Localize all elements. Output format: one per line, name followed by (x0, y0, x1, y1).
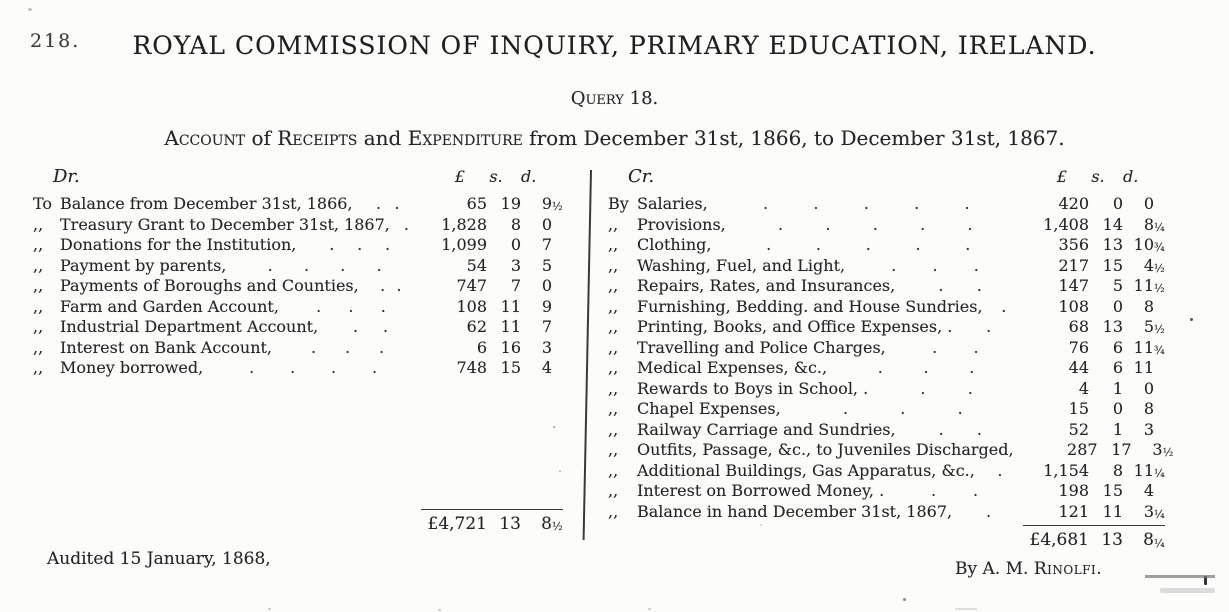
row-prefix: ,, (608, 337, 619, 357)
pounds-column-header: £ (1056, 167, 1067, 186)
scan-noise (553, 426, 555, 428)
ledger-row (33, 358, 563, 379)
dr-rows (33, 194, 563, 379)
row-label: Clothing, (637, 235, 712, 254)
pence-fraction: ¼ (1154, 536, 1165, 550)
shillings-column-header: s. (1091, 167, 1105, 186)
row-prefix: ,, (608, 440, 619, 459)
amount-pence: 5 ½ (1143, 317, 1165, 336)
amount-shillings: 19 (500, 194, 521, 213)
row-label: Additional Buildings, Gas Apparatus, &c., (637, 460, 975, 480)
dot-leader: . . (938, 419, 982, 439)
ledger-row (608, 399, 1165, 420)
amount-shillings: 7 (510, 276, 521, 295)
ledger-row (608, 297, 1165, 318)
amount-shillings: 11 (1102, 501, 1123, 521)
row-prefix: ,, (33, 276, 44, 295)
dot-leader: . . . (891, 255, 979, 275)
row-label: Treasury Grant to December 31st, 1867, (60, 214, 390, 234)
scan-noise (1160, 588, 1215, 593)
row-label: Outfits, Passage, &c., to Juveniles Discharged, (637, 440, 1014, 459)
amount-pounds: 747 (456, 276, 487, 295)
row-label: Payment by parents, (60, 255, 227, 275)
ledger-row (608, 481, 1165, 502)
ledger-row (608, 235, 1165, 256)
amount-shillings: 15 (1102, 255, 1123, 275)
pence-fraction (552, 344, 563, 350)
pounds-column-header: £ (454, 167, 465, 186)
pence-fraction: ½ (1154, 282, 1165, 295)
amount-shillings: 1 (1112, 378, 1123, 398)
subtitle-connector: and (357, 126, 408, 150)
row-label: Repairs, Rates, and Insurances, (637, 276, 896, 295)
dot-leader: . . (932, 337, 979, 357)
amount-pounds: 65 (466, 194, 487, 213)
row-label: Industrial Department Account, (60, 317, 319, 336)
column-divider-rule (583, 170, 592, 540)
amount-shillings: 0 (1112, 296, 1123, 316)
row-label: Interest on Borrowed Money, . (637, 481, 885, 500)
amount-shillings: 8 (510, 214, 521, 234)
ledger-row (608, 276, 1165, 297)
amount-shillings: 5 (1112, 276, 1123, 295)
total-pence: 8 ½ (541, 513, 563, 534)
amount-pounds: 76 (1068, 337, 1089, 357)
amount-pounds: 198 (1058, 481, 1089, 500)
row-prefix: ,, (33, 235, 44, 254)
amount-pounds: 420 (1058, 194, 1089, 213)
dot-leader: . . . . (249, 358, 378, 377)
total-shillings: 13 (499, 513, 521, 534)
cr-header-row (608, 166, 1165, 190)
amount-pence: 11 ½ (1133, 276, 1165, 295)
row-prefix: ,, (608, 296, 619, 316)
pence-fraction: ¾ (1154, 343, 1165, 357)
ledger-row (608, 461, 1165, 482)
amount-pounds: 147 (1058, 276, 1089, 295)
pence-fraction (552, 242, 563, 248)
row-prefix: ,, (608, 419, 619, 439)
amount-pounds: 1,154 (1043, 460, 1089, 480)
page-number: 218. (30, 30, 81, 52)
document-title: ROYAL COMMISSION OF INQUIRY, PRIMARY EDUCATION, IRELAND. (132, 31, 1097, 60)
amount-pounds: 62 (466, 317, 487, 336)
audited-note: Audited 15 January, 1868, (47, 549, 271, 569)
row-label: Travelling and Police Charges, (637, 337, 886, 357)
amount-pence: 3 (1123, 420, 1165, 439)
ledger-row (608, 379, 1165, 400)
amount-pence: 4 ½ (1143, 255, 1165, 275)
subtitle-word-receipts: Receipts (277, 126, 358, 150)
amount-pence: 3 ½ (1152, 440, 1174, 459)
row-label: Chapel Expenses, (637, 399, 781, 418)
ledger-row (608, 502, 1165, 523)
amount-pence: 3 (521, 338, 563, 357)
amount-shillings: 11 (500, 296, 521, 316)
subtitle-connector: of (245, 126, 278, 150)
amount-pounds: 356 (1058, 235, 1089, 254)
dot-leader: . . . . (267, 255, 382, 275)
dot-leader: . . . (310, 337, 385, 357)
dot-leader: . . . (316, 296, 386, 316)
row-prefix: ,, (608, 501, 619, 521)
account-subtitle (0, 126, 1229, 150)
dot-leader: . . (931, 481, 979, 500)
amount-pence: 5 (521, 256, 563, 275)
amount-pounds: 54 (466, 255, 487, 275)
amount-pounds: 217 (1058, 255, 1089, 275)
amount-shillings: 14 (1102, 214, 1123, 234)
cr-total-row (608, 526, 1165, 556)
amount-pence: 7 (521, 235, 563, 254)
pence-fraction: ½ (1154, 261, 1165, 275)
pence-fraction (1154, 488, 1165, 494)
amount-pence: 8 ¼ (1143, 214, 1165, 234)
ledger-row (608, 256, 1165, 277)
row-prefix: ,, (608, 481, 619, 500)
amount-pounds: 1,408 (1043, 214, 1089, 234)
dr-blank-space (33, 379, 563, 509)
dr-heading: Dr. (53, 166, 80, 187)
scan-noise (438, 609, 441, 611)
amount-shillings: 11 (500, 317, 521, 336)
amount-shillings: 15 (1102, 481, 1123, 500)
amount-pence: 3 ¼ (1143, 501, 1165, 521)
dr-header-row (33, 166, 563, 190)
dot-leader: . (1001, 296, 1007, 316)
amount-shillings: 13 (1102, 235, 1123, 254)
dr-column (33, 166, 563, 540)
amount-pounds: 108 (1058, 296, 1089, 316)
amount-pence: 9 ½ (541, 194, 563, 213)
amount-pence: 0 (1123, 379, 1165, 398)
amount-pounds: 287 (1067, 440, 1098, 459)
row-prefix: By (608, 194, 629, 213)
shillings-column-header: s. (489, 167, 503, 186)
pence-fraction (552, 262, 563, 268)
cr-rows (608, 194, 1174, 522)
amount-pounds: 1,099 (441, 235, 487, 254)
dot-leader: . . . . . (778, 214, 973, 234)
signature-lead: By A. M. (955, 559, 1034, 579)
row-label: Provisions, (637, 214, 726, 234)
query-heading (0, 88, 1229, 109)
dot-leader: . (403, 214, 409, 234)
row-label: Rewards to Boys in School, . (637, 378, 869, 398)
row-label: Farm and Garden Account, (60, 296, 279, 316)
ledger-row (33, 317, 563, 338)
amount-pounds: 44 (1068, 358, 1089, 377)
row-prefix: ,, (608, 358, 619, 377)
amount-pence: 7 (521, 317, 563, 336)
amount-shillings: 3 (510, 255, 521, 275)
pence-fraction (552, 365, 563, 371)
pence-column-header: d. (521, 167, 537, 186)
pence-fraction (1154, 365, 1165, 371)
amount-pounds: 1,828 (441, 214, 487, 234)
amount-pence: 11 (1123, 358, 1165, 377)
row-label: Balance in hand December 31st, 1867, (637, 501, 953, 521)
row-label: Salaries, (637, 194, 708, 213)
dot-leader: . (985, 501, 992, 521)
ledger-row (33, 338, 563, 359)
pence-fraction (1154, 426, 1165, 432)
row-prefix: ,, (608, 460, 619, 480)
dr-total-row (33, 510, 563, 540)
amount-pounds: 6 (476, 337, 487, 357)
amount-pence: 11 ¾ (1133, 337, 1165, 357)
row-prefix: ,, (608, 276, 619, 295)
total-shillings: 13 (1101, 530, 1123, 550)
amount-pounds: 108 (456, 296, 487, 316)
dot-leader: . (986, 317, 992, 336)
amount-pence: 9 (521, 297, 563, 316)
amount-shillings: 1 (1112, 419, 1123, 439)
pence-fraction (552, 324, 563, 330)
dot-leader: . . . (842, 399, 963, 418)
row-prefix: To (33, 194, 53, 213)
amount-pence: 0 (1123, 194, 1165, 213)
pence-fraction (1154, 406, 1165, 412)
amount-pence: 10 ¾ (1133, 235, 1165, 254)
pence-fraction (1154, 303, 1165, 309)
dot-leader: . . (380, 276, 402, 295)
ledger-row (33, 194, 563, 215)
total-pounds: £4,681 (1029, 530, 1089, 550)
amount-pence: 0 (521, 215, 563, 234)
ledger-row (33, 235, 563, 256)
pence-column-header: d. (1123, 167, 1139, 186)
dot-leader: . . . . . (766, 235, 971, 254)
ledger-row (608, 358, 1165, 379)
amount-pence: 4 (1123, 481, 1165, 500)
amount-shillings: 6 (1112, 358, 1123, 377)
pence-fraction (552, 303, 563, 309)
pence-fraction: ¼ (1154, 466, 1165, 480)
ledger-row (608, 215, 1165, 236)
signature-name: Rinolfi. (1033, 559, 1103, 579)
row-label: Money borrowed, (60, 358, 204, 377)
amount-pounds: 121 (1058, 501, 1089, 521)
ledger-row (608, 194, 1165, 215)
dot-leader: . (997, 460, 1003, 480)
row-prefix: ,, (33, 337, 44, 357)
amount-pounds: 4 (1078, 378, 1089, 398)
cr-heading: Cr. (628, 166, 655, 187)
pence-fraction (552, 221, 563, 227)
row-prefix: ,, (33, 255, 44, 275)
pence-fraction (1154, 385, 1165, 391)
scan-noise (760, 524, 762, 526)
ledger-row (608, 440, 1174, 461)
row-prefix: ,, (33, 296, 44, 316)
dot-leader: . . . . . (762, 194, 970, 213)
pence-fraction: ½ (1154, 323, 1165, 336)
scan-noise (903, 598, 906, 601)
dot-leader: . . . (329, 235, 391, 254)
scan-noise (559, 470, 561, 472)
ledger-row (608, 317, 1165, 338)
pence-fraction: ½ (1162, 446, 1174, 459)
row-prefix: ,, (33, 317, 44, 336)
ledger-row (33, 215, 563, 236)
row-label: Printing, Books, and Office Expenses, . (637, 317, 953, 336)
pence-fraction (552, 283, 563, 289)
row-label: Payments of Boroughs and Counties, (60, 276, 359, 295)
dot-leader: . . . (877, 358, 975, 377)
total-pounds: £4,721 (427, 513, 487, 534)
amount-pounds: 52 (1068, 419, 1089, 439)
subtitle-word-account: Account (164, 126, 246, 150)
row-prefix: ,, (608, 255, 619, 275)
amount-pence: 0 (521, 276, 563, 295)
amount-pounds: 748 (456, 358, 487, 377)
cr-column (608, 166, 1174, 556)
query-number: 18. (623, 88, 659, 109)
row-prefix: ,, (608, 399, 619, 418)
total-pence: 8 ¼ (1143, 530, 1165, 550)
ledger-row (608, 338, 1165, 359)
amount-shillings: 13 (1102, 317, 1123, 336)
pence-fraction (1154, 201, 1165, 207)
subtitle-date-range: from December 31st, 1866, to December 31st, 1867. (522, 126, 1065, 150)
amount-pounds: 68 (1068, 317, 1089, 336)
subtitle-word-expenditure: Expenditure (407, 126, 523, 150)
scan-noise (28, 8, 32, 11)
amount-shillings: 0 (1112, 399, 1123, 418)
amount-shillings: 0 (510, 235, 521, 254)
row-prefix: ,, (608, 317, 619, 336)
amount-shillings: 6 (1112, 337, 1123, 357)
scan-noise (1145, 575, 1215, 578)
scan-noise (648, 608, 651, 610)
ledger-row (33, 276, 563, 297)
row-prefix: ,, (33, 214, 44, 234)
row-label: Balance from December 31st, 1866, (60, 194, 353, 213)
signature-line (955, 559, 1102, 579)
row-label: Railway Carriage and Sundries, (637, 419, 896, 439)
scan-noise (1190, 318, 1193, 321)
amount-pence: 4 (521, 358, 563, 377)
amount-pence: 8 (1123, 399, 1165, 418)
pence-fraction: ½ (552, 520, 563, 533)
amount-shillings: 16 (500, 337, 521, 357)
row-prefix: ,, (608, 378, 619, 398)
ledger-row (33, 297, 563, 318)
dot-leader: . . (920, 378, 973, 398)
row-label: Washing, Fuel, and Light, (637, 255, 846, 275)
query-label: Query (570, 88, 624, 109)
ledger-row (608, 420, 1165, 441)
dot-leader: . . (375, 194, 400, 213)
dot-leader: . . (353, 317, 389, 336)
row-prefix: ,, (608, 235, 619, 254)
amount-shillings: 8 (1112, 460, 1123, 480)
dot-leader: . . (938, 276, 982, 295)
row-label: Medical Expenses, &c., (637, 358, 828, 377)
ledger-row (33, 256, 563, 277)
pence-fraction: ¼ (1154, 507, 1165, 521)
amount-pence: 11 ¼ (1133, 460, 1165, 480)
scan-noise (955, 608, 977, 610)
amount-pounds: 15 (1068, 399, 1089, 418)
scan-noise (268, 608, 271, 610)
row-prefix: ,, (33, 358, 44, 377)
row-label: Interest on Bank Account, (60, 337, 273, 357)
amount-pence: 8 (1123, 297, 1165, 316)
row-label: Donations for the Institution, (60, 235, 297, 254)
pence-fraction: ¾ (1154, 241, 1165, 254)
row-prefix: ,, (608, 214, 619, 234)
amount-shillings: 15 (500, 358, 521, 377)
amount-shillings: 0 (1112, 194, 1123, 213)
amount-shillings: 17 (1111, 440, 1132, 459)
pence-fraction: ½ (552, 200, 563, 213)
row-label: Furnishing, Bedding. and House Sundries, (637, 296, 983, 316)
pence-fraction: ¼ (1154, 220, 1165, 234)
